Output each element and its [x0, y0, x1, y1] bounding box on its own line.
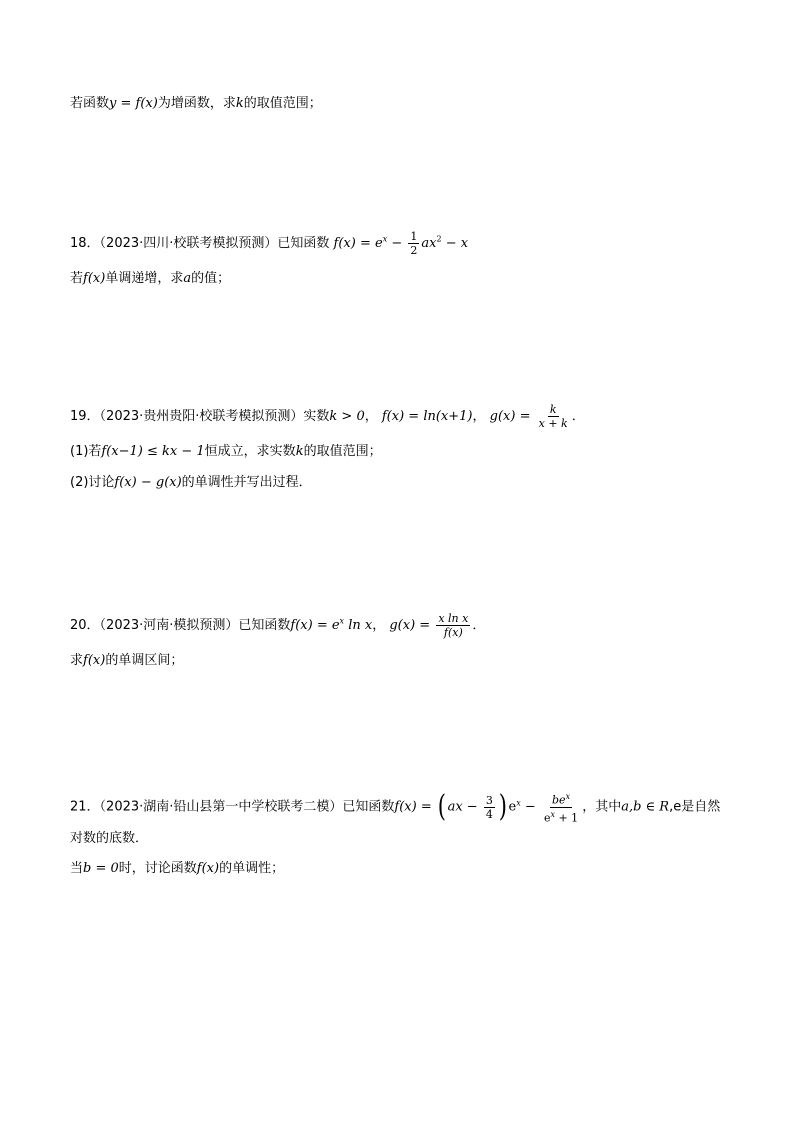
q20-end: ． [472, 618, 486, 633]
q19-g-left: g(x) = [489, 409, 535, 424]
q19-part2 [70, 474, 312, 492]
q18-minus: − [387, 236, 407, 251]
q18-sub [70, 270, 230, 288]
q20-f-def: f(x) = e [290, 618, 340, 633]
q20-sub-prefix: 求 [70, 653, 84, 668]
q21-frac2-num-wrap [550, 790, 572, 808]
q18-exp: x [382, 234, 388, 244]
q20-sub-expr: f(x) [83, 653, 106, 668]
q19-cond: k > 0 [329, 409, 365, 424]
q18-number: 18． [70, 236, 100, 251]
q19-g-num: k [549, 403, 557, 416]
q19-part1-suffix: 的取值范围； [303, 444, 382, 459]
q21-tail2: ,e是自然 [669, 799, 721, 815]
q18-fraction [408, 230, 419, 257]
q19-end: ． [571, 409, 585, 424]
q20-sub [70, 652, 183, 670]
q19-stem [70, 403, 585, 430]
q17-line [70, 95, 322, 113]
q21-frac2-den-wrap [542, 808, 580, 825]
q21-sub-prefix: 当 [70, 861, 84, 876]
q19-sep1: ， [364, 409, 378, 424]
q20-g-fraction [436, 612, 470, 639]
q18-sub-var: a [183, 271, 192, 286]
q19-part1-mid: 恒成立，求实数 [204, 444, 296, 459]
q21-sub-expr: f(x) [196, 861, 220, 876]
q19-g-den: x + k [538, 417, 568, 430]
q21-frac2-den-exp: x [550, 809, 555, 819]
q17-expr: y = f(x) [109, 96, 158, 111]
q20-sub-suffix: 的单调区间； [105, 653, 184, 668]
q21-f-left: f(x) = [394, 799, 436, 815]
q18-tail: − x [441, 236, 469, 251]
q18-sq: 2 [436, 234, 442, 244]
q19-sep2: ， [472, 409, 486, 424]
q19-part1-expr: f(x−1) ≤ kx − 1 [101, 444, 205, 459]
q18-source: （2023·四川·校联考模拟预测）已知函数 [99, 236, 330, 251]
q21-vars: a,b ∈ R [621, 799, 670, 815]
q21-source: （2023·湖南·铅山县第一中学校联考二模）已知函数 [99, 799, 395, 815]
q17-text-prefix: 若函数 [70, 96, 110, 111]
q17-var: k [235, 96, 244, 111]
q21-frac1 [484, 794, 495, 821]
q21-right-paren: ) [498, 789, 507, 825]
q18-sub-prefix: 若 [70, 271, 84, 286]
q19-g-fraction [537, 403, 570, 430]
q21-stem [70, 790, 720, 824]
q18-stem [70, 230, 468, 257]
q18-frac-den: 2 [410, 244, 418, 257]
q18-ax: ax [421, 236, 437, 251]
q21-frac2-num-exp: x [565, 792, 571, 801]
q21-line2 [70, 830, 148, 848]
q19-part1-var: k [295, 444, 304, 459]
q21-sub-suffix: 的单调性； [219, 861, 285, 876]
q19-part2-label: (2)讨论 [70, 475, 115, 490]
q21-ax: ax − [447, 799, 482, 815]
q21-frac2-den: e [543, 811, 551, 825]
q19-source: （2023·贵州贵阳·校联考模拟预测）实数 [99, 409, 330, 424]
q21-ex: e [508, 799, 517, 815]
q18-sub-suffix: 的值； [191, 271, 231, 286]
q19-part1-label: (1)若 [70, 444, 102, 459]
q20-g-left: g(x) = [389, 618, 435, 633]
q17-text-mid: 为增函数，求 [157, 96, 236, 111]
q18-frac-num: 1 [410, 230, 418, 243]
q21-sub-mid: 时，讨论函数 [118, 861, 197, 876]
q20-sep: ， [372, 618, 386, 633]
q17-text-suffix: 的取值范围； [243, 96, 322, 111]
q18-sub-expr: f(x) [83, 271, 106, 286]
q18-sub-mid: 单调递增，求 [105, 271, 184, 286]
q20-f-exp: x [339, 616, 345, 626]
q21-frac2-den-tail: + 1 [554, 811, 579, 825]
q21-sub [70, 860, 284, 878]
q19-number: 19． [70, 409, 100, 424]
q20-f-tail: ln x [344, 618, 373, 633]
q21-tail1: ，其中 [582, 799, 622, 815]
q21-frac2 [542, 790, 580, 824]
q21-frac2-num: be [552, 793, 566, 807]
q21-frac1-num: 3 [485, 793, 493, 807]
q19-f-def: f(x) = ln(x+1) [381, 409, 473, 424]
q21-ex-exp: x [516, 798, 521, 808]
q18-fx: f(x) = e [333, 236, 383, 251]
q19-part2-expr: f(x) − g(x) [114, 475, 182, 490]
q20-stem [70, 612, 485, 639]
q19-part1 [70, 443, 382, 461]
q21-line2-text: 对数的底数． [70, 831, 149, 846]
q21-sub-cond: b = 0 [83, 861, 119, 876]
q20-g-num: x ln x [438, 612, 469, 625]
q21-number: 21． [70, 799, 100, 815]
q20-g-den: f(x) [443, 626, 463, 639]
q21-left-paren: ( [437, 789, 446, 825]
q19-part2-suffix: 的单调性并写出过程． [181, 475, 312, 490]
q21-minus: − [520, 799, 540, 815]
q21-frac1-den: 4 [485, 807, 493, 821]
q20-number: 20． [70, 618, 100, 633]
q20-source: （2023·河南·模拟预测）已知函数 [99, 618, 291, 633]
